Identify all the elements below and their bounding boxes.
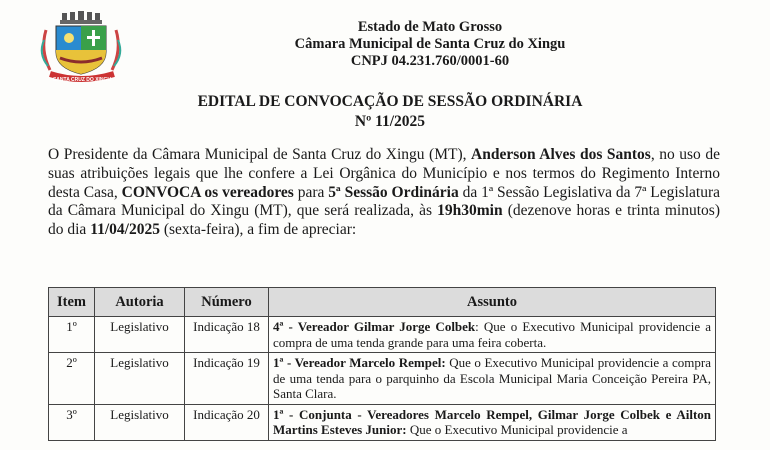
- table-cell: Indicação 19: [185, 353, 269, 405]
- table-cell: Indicação 18: [185, 317, 269, 353]
- table-row: [49, 353, 716, 405]
- col-assunto: Assunto: [269, 288, 716, 317]
- table-cell: 4ª - Vereador Gilmar Jorge Colbek: Que o Executivo Municipal providencie a compra de uma tenda grande para uma feira coberta.: [269, 317, 716, 353]
- table-cell: 2º: [49, 353, 95, 405]
- municipal-crest-logo: [36, 10, 132, 88]
- table-cell: 3º: [49, 404, 95, 440]
- document-number: Nº 11/2025: [354, 113, 426, 130]
- convocation-paragraph: O Presidente da Câmara Municipal de Santa Cruz do Xingu (MT), Anderson Alves dos Santos, no uso de suas atribuições legais que lhe confere a Lei Orgânica do Município e nos termos do Regimento Interno desta Casa, CONVOCA os vereadores para 5ª Sessão Ordinária da 1ª Sessão Legislativa da 7ª Legislatura da Câmara Municipal do Xingu (MT), que será realizada, às 19h30min (dezenove horas e trinta minutos) do dia 11/04/2025 (sexta-feira), a fim de apreciar:: [48, 146, 720, 239]
- table-header-row: [49, 288, 716, 317]
- col-autoria: Autoria: [95, 288, 185, 317]
- table-cell: Indicação 20: [185, 404, 269, 440]
- header-chamber: Câmara Municipal de Santa Cruz do Xingu: [294, 36, 566, 52]
- president-name: Anderson Alves dos Santos: [471, 146, 651, 163]
- agenda-table: [48, 287, 716, 441]
- table-row: [49, 404, 716, 440]
- table-cell: 1ª - Vereador Marcelo Rempel: Que o Executivo Municipal providencie a compra de uma tenda para o parquinho da Escola Municipal Maria Conceição Pereira PA, Santa Clara.: [269, 353, 716, 405]
- table-cell: Legislativo: [95, 404, 185, 440]
- col-numero: Número: [185, 288, 269, 317]
- table-cell: Legislativo: [95, 317, 185, 353]
- table-cell: Legislativo: [95, 353, 185, 405]
- header-state: Estado de Mato Grosso: [357, 19, 503, 35]
- col-item: Item: [49, 288, 95, 317]
- table-cell: 1ª - Conjunta - Vereadores Marcelo Rempel, Gilmar Jorge Colbek e Ailton Martins Esteves Junior: Que o Executivo Municipal providencie a: [269, 404, 716, 440]
- document-title: EDITAL DE CONVOCAÇÃO DE SESSÃO ORDINÁRIA: [197, 93, 583, 110]
- table-row: [49, 317, 716, 353]
- header-cnpj: CNPJ 04.231.760/0001-60: [350, 53, 510, 69]
- table-cell: 1º: [49, 317, 95, 353]
- svg-text:SANTA CRUZ DO XINGU: SANTA CRUZ DO XINGU: [52, 77, 112, 83]
